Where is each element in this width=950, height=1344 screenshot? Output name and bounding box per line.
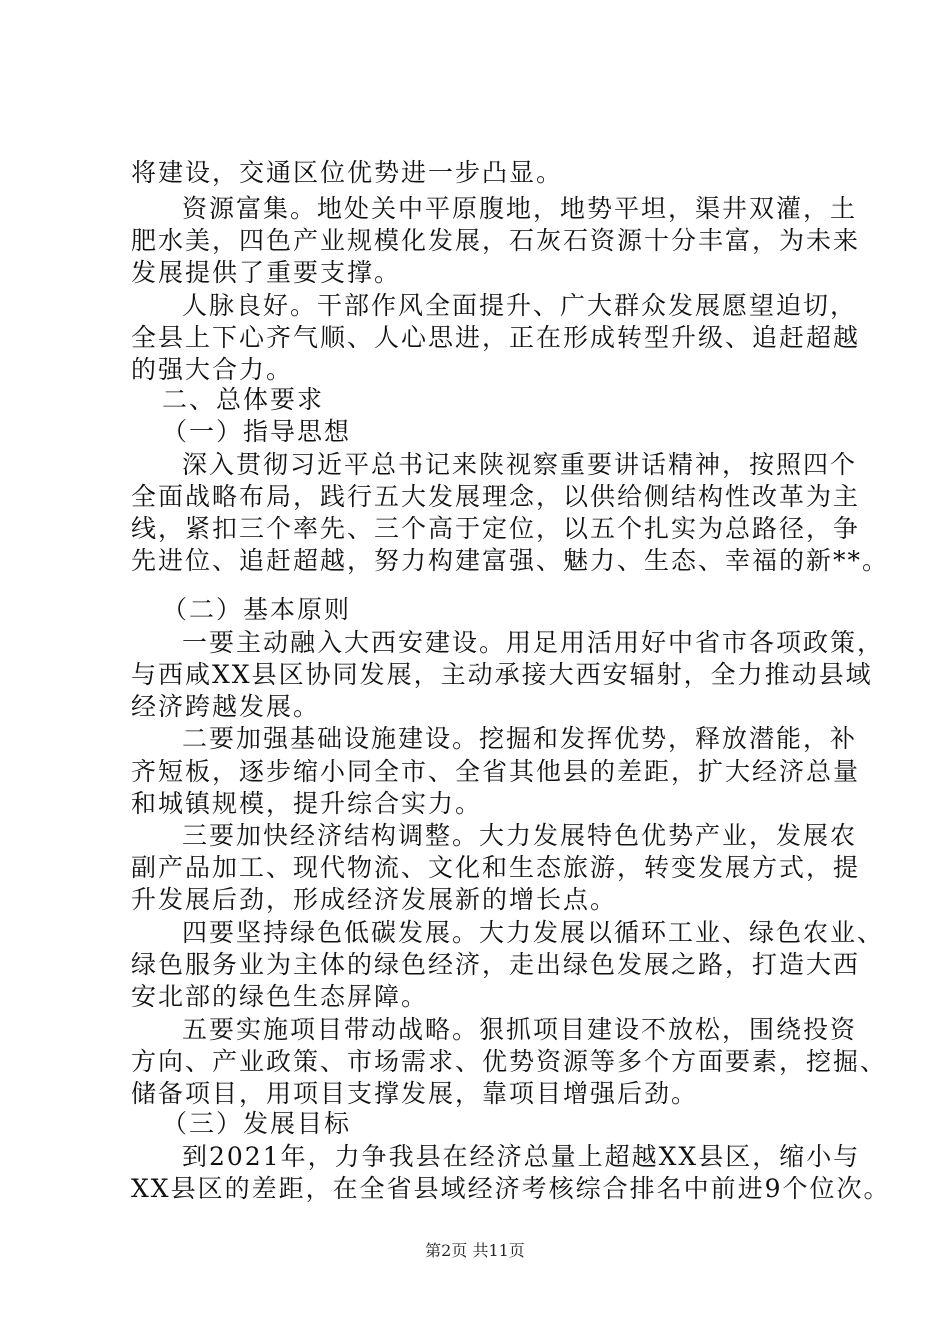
text-line: 全面战略布局，践行五大发展理念，以供给侧结构性改革为主 [131,482,861,511]
text-line: 全县上下心齐气顺、人心思进，正在形成转型升级、追赶超越 [131,323,861,352]
text-line: 二要加强基础设施建设。挖掘和发挥优势，释放潜能，补 [182,724,858,753]
text-line: （一）指导思想 [162,417,352,446]
text-line: 四要坚持绿色低碳发展。大力发展以循环工业、绿色农业、 [182,918,885,947]
text-line: 先进位、追赶超越，努力构建富强、魅力、生态、幸福的新**。 [131,546,890,575]
text-line: 发展提供了重要支撑。 [131,258,402,287]
text-line: 线，紧扣三个率先、三个高于定位，以五个扎实为总路径，争 [131,514,861,543]
page-footer: 第2页 共11页 [425,1241,525,1260]
text-line: 三要加快经济结构调整。大力发展特色优势产业，发展农 [182,821,858,850]
text-line: 一要主动融入大西安建设。用足用活用好中省市各项政策， [182,628,885,657]
text-line: 深入贯彻习近平总书记来陕视察重要讲话精神，按照四个 [182,450,858,479]
text-line: 副产品加工、现代物流、文化和生态旅游，转变发展方式，提 [131,853,861,882]
text-line: 经济跨越发展。 [131,692,321,721]
text-line: 储备项目，用项目支撑发展，靠项目增强后劲。 [131,1079,699,1108]
text-line: 到2021年，力争我县在经济总量上超越XX县区，缩小与 [182,1142,861,1171]
text-line: （三）发展目标 [162,1109,352,1138]
text-line: 五要实施项目带动战略。狠抓项目建设不放松，围绕投资 [182,1015,858,1044]
text-line: 将建设，交通区位优势进一步凸显。 [131,158,564,187]
text-line: 升发展后劲，形成经济发展新的增长点。 [131,885,618,914]
text-line: 绿色服务业为主体的绿色经济，走出绿色发展之路，打造大西 [131,950,861,979]
text-line: 齐短板，逐步缩小同全市、全省其他县的差距，扩大经济总量 [131,757,861,786]
text-line: 人脉良好。干部作风全面提升、广大群众发展愿望迫切， [182,291,858,320]
text-line: 肥水美，四色产业规模化发展，石灰石资源十分丰富，为未来 [131,226,861,255]
text-line: （二）基本原则 [162,595,352,624]
text-line: XX县区的差距，在全省县域经济考核综合排名中前进9个位次。 [131,1174,891,1203]
text-line: 二、总体要求 [162,385,325,414]
text-line: 和城镇规模，提升综合实力。 [131,789,483,818]
text-line: 的强大合力。 [131,355,294,384]
text-line: 方向、产业政策、市场需求、优势资源等多个方面要素，挖掘、 [131,1047,888,1076]
text-line: 安北部的绿色生态屏障。 [131,982,429,1011]
text-line: 与西咸XX县区协同发展，主动承接大西安辐射，全力推动县域 [131,660,873,689]
text-line: 资源富集。地处关中平原腹地，地势平坦，渠井双灌，土 [182,194,858,223]
